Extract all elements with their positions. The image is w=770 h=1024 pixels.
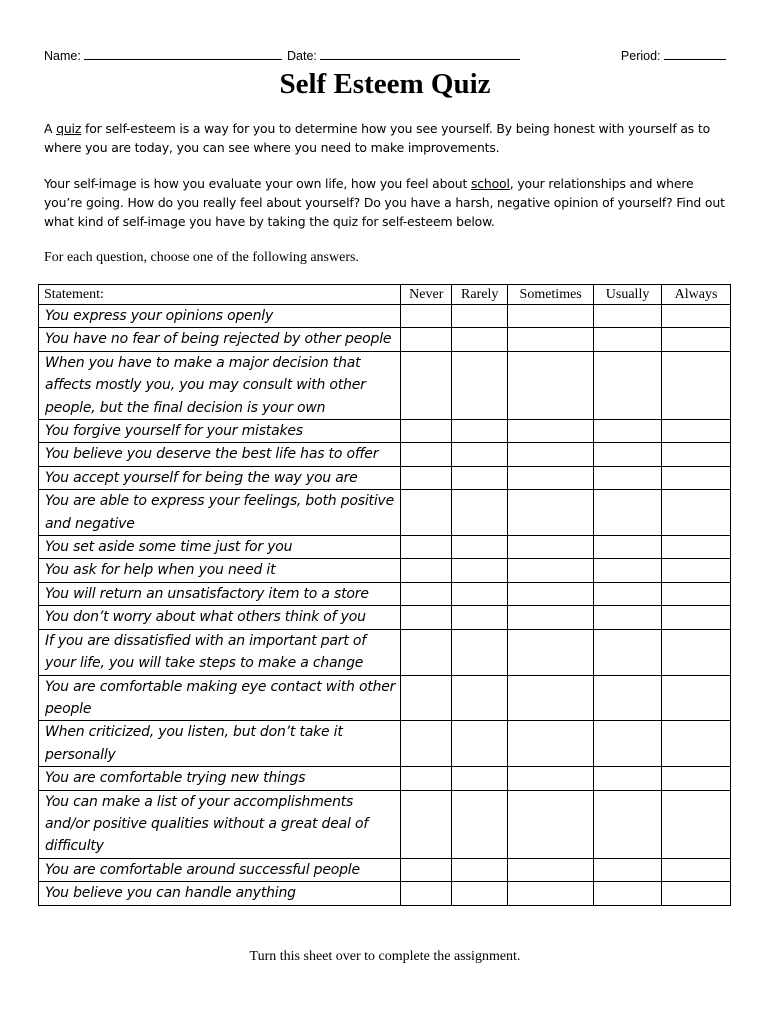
always-answer-cell[interactable] — [662, 675, 731, 721]
statement-cell: You are comfortable making eye contact with other people — [39, 675, 401, 721]
table-row — [39, 606, 731, 629]
quiz-table — [38, 284, 731, 906]
statement-cell: You can make a list of your accomplishments and/or positive qualities without a great deal of difficulty — [39, 790, 401, 858]
rarely-answer-cell[interactable] — [452, 490, 508, 536]
statement-cell: You ask for help when you need it — [39, 559, 401, 582]
intro-paragraph-2 — [44, 174, 734, 231]
table-row — [39, 466, 731, 489]
table-row — [39, 305, 731, 328]
sometimes-answer-cell[interactable] — [508, 675, 594, 721]
never-answer-cell[interactable] — [401, 790, 452, 858]
quiz-link[interactable]: quiz — [56, 121, 82, 136]
usually-answer-cell[interactable] — [594, 305, 662, 328]
sometimes-answer-cell[interactable] — [508, 582, 594, 605]
table-row — [39, 420, 731, 443]
never-answer-cell[interactable] — [401, 443, 452, 466]
always-header: Always — [662, 285, 731, 305]
school-link[interactable]: school — [470, 176, 510, 191]
never-answer-cell[interactable] — [401, 675, 452, 721]
never-answer-cell[interactable] — [401, 305, 452, 328]
table-row — [39, 328, 731, 351]
always-answer-cell[interactable] — [662, 420, 731, 443]
intro-paragraph-1 — [44, 119, 734, 157]
rarely-answer-cell[interactable] — [452, 559, 508, 582]
sometimes-answer-cell[interactable] — [508, 443, 594, 466]
rarely-answer-cell[interactable] — [452, 466, 508, 489]
statement-cell: You have no fear of being rejected by other people — [39, 328, 401, 351]
usually-answer-cell[interactable] — [594, 675, 662, 721]
always-answer-cell[interactable] — [662, 721, 731, 767]
period-label: Period: — [620, 49, 661, 63]
never-answer-cell[interactable] — [401, 536, 452, 559]
name-field[interactable] — [44, 47, 282, 63]
always-answer-cell[interactable] — [662, 559, 731, 582]
instruction-text: For each question, choose one of the following answers. — [44, 250, 359, 265]
p1-text-end: for self-esteem is a way for you to determine how you see yourself. By being honest with yourself as to where you are today, you can see where you need to make improvements. — [44, 121, 711, 155]
statement-cell: You accept yourself for being the way you are — [39, 466, 401, 489]
p1-text-start: A — [44, 121, 57, 136]
sometimes-answer-cell[interactable] — [508, 490, 594, 536]
statement-cell: You set aside some time just for you — [39, 536, 401, 559]
statement-cell: You believe you can handle anything — [39, 882, 401, 905]
never-answer-cell[interactable] — [401, 882, 452, 905]
quiz-body — [39, 305, 731, 906]
table-row — [39, 882, 731, 905]
statement-cell: You express your opinions openly — [39, 305, 401, 328]
never-answer-cell[interactable] — [401, 351, 452, 419]
table-row — [39, 559, 731, 582]
always-answer-cell[interactable] — [662, 629, 731, 675]
sometimes-answer-cell[interactable] — [508, 466, 594, 489]
always-answer-cell[interactable] — [662, 351, 731, 419]
sometimes-header: Sometimes — [508, 285, 594, 305]
statement-cell: If you are dissatisfied with an important part of your life, you will take steps to make a change — [39, 629, 401, 675]
usually-header: Usually — [594, 285, 662, 305]
always-answer-cell[interactable] — [662, 882, 731, 905]
rarely-answer-cell[interactable] — [452, 790, 508, 858]
p2-text-start: Your self-image is how you evaluate your own life, how you feel about — [44, 176, 471, 191]
rarely-answer-cell[interactable] — [452, 858, 508, 881]
sometimes-answer-cell[interactable] — [508, 882, 594, 905]
sometimes-answer-cell[interactable] — [508, 629, 594, 675]
rarely-answer-cell[interactable] — [452, 443, 508, 466]
rarely-answer-cell[interactable] — [452, 675, 508, 721]
usually-answer-cell[interactable] — [594, 490, 662, 536]
table-row — [39, 443, 731, 466]
rarely-answer-cell[interactable] — [452, 629, 508, 675]
sometimes-answer-cell[interactable] — [508, 606, 594, 629]
table-row — [39, 858, 731, 881]
name-blank-line[interactable] — [84, 47, 282, 60]
statement-cell: When criticized, you listen, but don’t take it personally — [39, 721, 401, 767]
never-answer-cell[interactable] — [401, 466, 452, 489]
never-answer-cell[interactable] — [401, 582, 452, 605]
statement-cell: You don’t worry about what others think of you — [39, 606, 401, 629]
never-answer-cell[interactable] — [401, 606, 452, 629]
never-header: Never — [401, 285, 452, 305]
statement-header: Statement: — [39, 285, 401, 305]
never-answer-cell[interactable] — [401, 767, 452, 790]
never-answer-cell[interactable] — [401, 858, 452, 881]
page-title: Self Esteem Quiz — [279, 68, 491, 100]
never-answer-cell[interactable] — [401, 490, 452, 536]
always-answer-cell[interactable] — [662, 606, 731, 629]
always-answer-cell[interactable] — [662, 328, 731, 351]
always-answer-cell[interactable] — [662, 490, 731, 536]
sometimes-answer-cell[interactable] — [508, 559, 594, 582]
sometimes-answer-cell[interactable] — [508, 351, 594, 419]
sometimes-answer-cell[interactable] — [508, 328, 594, 351]
always-answer-cell[interactable] — [662, 466, 731, 489]
sometimes-answer-cell[interactable] — [508, 721, 594, 767]
always-answer-cell[interactable] — [662, 582, 731, 605]
usually-answer-cell[interactable] — [594, 858, 662, 881]
period-blank-line[interactable] — [664, 47, 726, 60]
header-fields — [44, 47, 726, 65]
usually-answer-cell[interactable] — [594, 328, 662, 351]
rarely-answer-cell[interactable] — [452, 305, 508, 328]
p2-text-end: , your relationships and where you’re going. How do you really feel about yourself? Do you have a harsh, negative opinion of yourself? Find out what kind of self-image you have by taking the quiz for self-esteem below. — [44, 176, 725, 229]
table-row — [39, 490, 731, 536]
statement-cell: You are comfortable trying new things — [39, 767, 401, 790]
statement-cell: You believe you deserve the best life has to offer — [39, 443, 401, 466]
always-answer-cell[interactable] — [662, 767, 731, 790]
period-field[interactable] — [621, 47, 726, 63]
never-answer-cell[interactable] — [401, 328, 452, 351]
table-header-row — [39, 285, 731, 305]
rarely-answer-cell[interactable] — [452, 536, 508, 559]
usually-answer-cell[interactable] — [594, 559, 662, 582]
never-answer-cell[interactable] — [401, 559, 452, 582]
footer-note: Turn this sheet over to complete the assignment. — [249, 949, 521, 964]
table-row — [39, 675, 731, 721]
never-answer-cell[interactable] — [401, 629, 452, 675]
sometimes-answer-cell[interactable] — [508, 420, 594, 443]
rarely-answer-cell[interactable] — [452, 351, 508, 419]
table-row — [39, 721, 731, 767]
always-answer-cell[interactable] — [662, 305, 731, 328]
statement-cell: You will return an unsatisfactory item to a store — [39, 582, 401, 605]
sometimes-answer-cell[interactable] — [508, 305, 594, 328]
sometimes-answer-cell[interactable] — [508, 858, 594, 881]
statement-cell: You forgive yourself for your mistakes — [39, 420, 401, 443]
table-row — [39, 582, 731, 605]
name-label: Name: — [44, 49, 81, 63]
date-label: Date: — [287, 49, 317, 63]
always-answer-cell[interactable] — [662, 443, 731, 466]
table-row — [39, 536, 731, 559]
rarely-header: Rarely — [452, 285, 508, 305]
table-row — [39, 790, 731, 858]
sometimes-answer-cell[interactable] — [508, 790, 594, 858]
statement-cell: You are comfortable around successful people — [39, 858, 401, 881]
rarely-answer-cell[interactable] — [452, 606, 508, 629]
always-answer-cell[interactable] — [662, 536, 731, 559]
table-row — [39, 629, 731, 675]
statement-cell: You are able to express your feelings, both positive and negative — [39, 490, 401, 536]
date-field[interactable] — [287, 47, 520, 63]
date-blank-line[interactable] — [320, 47, 520, 60]
rarely-answer-cell[interactable] — [452, 328, 508, 351]
usually-answer-cell[interactable] — [594, 790, 662, 858]
usually-answer-cell[interactable] — [594, 629, 662, 675]
usually-answer-cell[interactable] — [594, 420, 662, 443]
always-answer-cell[interactable] — [662, 858, 731, 881]
never-answer-cell[interactable] — [401, 721, 452, 767]
rarely-answer-cell[interactable] — [452, 882, 508, 905]
usually-answer-cell[interactable] — [594, 582, 662, 605]
sometimes-answer-cell[interactable] — [508, 536, 594, 559]
sometimes-answer-cell[interactable] — [508, 767, 594, 790]
usually-answer-cell[interactable] — [594, 721, 662, 767]
rarely-answer-cell[interactable] — [452, 721, 508, 767]
table-row — [39, 767, 731, 790]
usually-answer-cell[interactable] — [594, 606, 662, 629]
table-row — [39, 351, 731, 419]
statement-cell: When you have to make a major decision that affects mostly you, you may consult with other people, but the final decision is your own — [39, 351, 401, 419]
usually-answer-cell[interactable] — [594, 536, 662, 559]
rarely-answer-cell[interactable] — [452, 582, 508, 605]
always-answer-cell[interactable] — [662, 790, 731, 858]
usually-answer-cell[interactable] — [594, 767, 662, 790]
usually-answer-cell[interactable] — [594, 882, 662, 905]
rarely-answer-cell[interactable] — [452, 767, 508, 790]
usually-answer-cell[interactable] — [594, 443, 662, 466]
never-answer-cell[interactable] — [401, 420, 452, 443]
usually-answer-cell[interactable] — [594, 466, 662, 489]
rarely-answer-cell[interactable] — [452, 420, 508, 443]
usually-answer-cell[interactable] — [594, 351, 662, 419]
